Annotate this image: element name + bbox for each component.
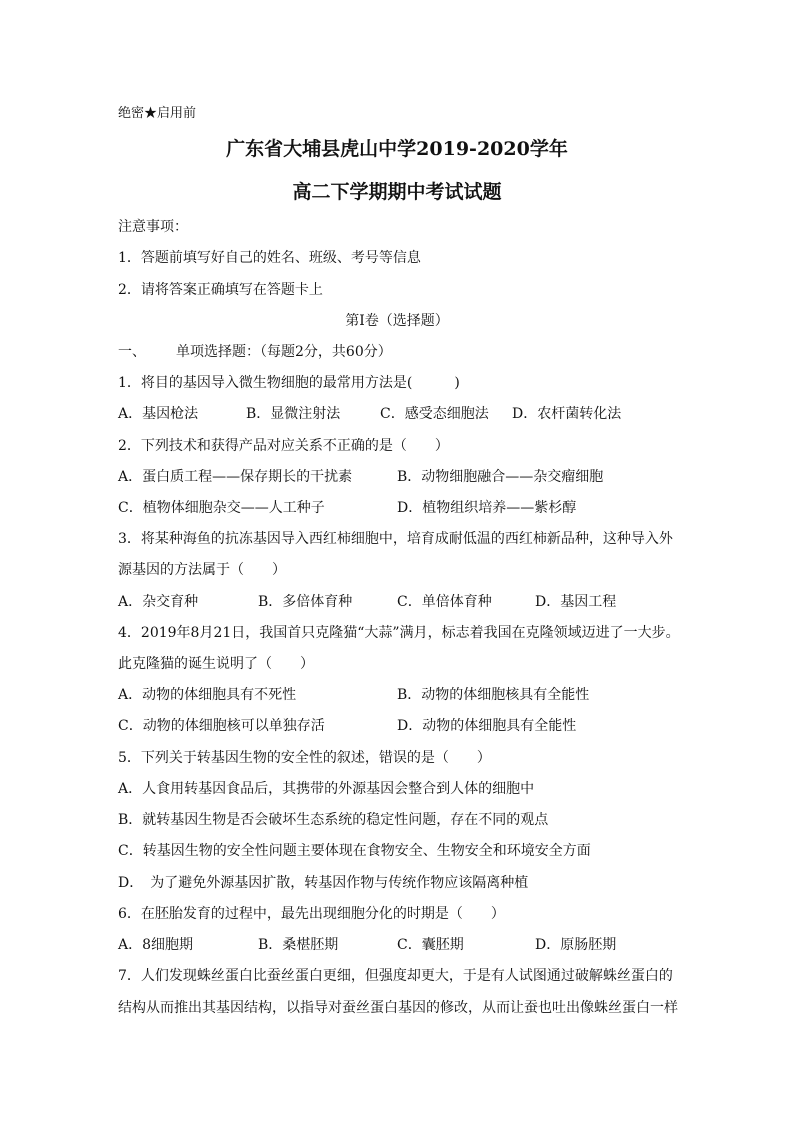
notes-item-2: 2．请将答案正确填写在答题卡上: [118, 282, 323, 298]
question-7-stem-line2: 结构从而推出其基因结构，以指导对蚕丝蛋白基因的修改，从而让蚕也吐出像蛛丝蛋白一样: [118, 1000, 678, 1016]
question-4-stem-line1: 4．2019年8月21日，我国首只克隆猫“大蒜”满月，标志着我国在克隆领域迈进了一大步。: [118, 625, 680, 641]
question-4-option-c: C．动物的体细胞核可以单独存活: [118, 718, 325, 734]
question-4-stem-line2: 此克隆猫的诞生说明了（ ）: [118, 656, 314, 672]
question-2-option-b: B．动物细胞融合——杂交瘤细胞: [397, 469, 604, 485]
question-3-option-a: A．杂交育种: [118, 594, 199, 610]
question-1-option-d: D．农杆菌转化法: [512, 406, 622, 422]
question-5-option-a: A．人食用转基因食品后，其携带的外源基因会整合到人体的细胞中: [118, 781, 535, 797]
question-3-option-d: D．基因工程: [535, 594, 617, 610]
question-5-option-d: D． 为了避免外源基因扩散，转基因作物与传统作物应该隔离种植: [118, 875, 529, 891]
notes-item-1: 1．答题前填写好自己的姓名、班级、考号等信息: [118, 250, 421, 266]
question-1-option-b: B．显微注射法: [246, 406, 341, 422]
question-2-stem: 2．下列技术和获得产品对应关系不正确的是（ ）: [118, 438, 449, 454]
confidential-label: 绝密★启用前: [118, 106, 197, 121]
question-1-stem: 1．将目的基因导入微生物细胞的最常用方法是( ): [118, 375, 460, 391]
question-3-stem-line1: 3．将某种海鱼的抗冻基因导入西红柿细胞中，培育成耐低温的西红柿新品种，这种导入外: [118, 531, 673, 547]
question-6-stem: 6．在胚胎发育的过程中，最先出现细胞分化的时期是（ ）: [118, 906, 505, 922]
question-5-stem: 5．下列关于转基因生物的安全性的叙述，错误的是（ ）: [118, 750, 491, 766]
question-6-option-d: D．原肠胚期: [535, 937, 617, 953]
exam-title-line1: 广东省大埔县虎山中学2019-2020学年: [226, 138, 568, 160]
part-number: 一、: [118, 344, 146, 360]
question-5-option-c: C．转基因生物的安全性问题主要体现在食物安全、生物安全和环境安全方面: [118, 843, 591, 859]
notes-heading: 注意事项：: [118, 219, 188, 235]
question-3-stem-line2: 源基因的方法属于（ ）: [118, 562, 286, 578]
question-4-option-a: A．动物的体细胞具有不死性: [118, 687, 297, 703]
exam-title-line2: 高二下学期期中考试试题: [292, 181, 502, 203]
question-1-option-c: C．感受态细胞法: [380, 406, 489, 422]
question-4-option-d: D．动物的体细胞具有全能性: [397, 718, 577, 734]
question-6-option-b: B．桑椹胚期: [258, 937, 339, 953]
question-2-option-d: D．植物组织培养——紫杉醇: [397, 500, 577, 516]
question-6-option-c: C．囊胚期: [397, 937, 464, 953]
question-4-option-b: B．动物的体细胞核具有全能性: [397, 687, 590, 703]
section-title: 第I卷（选择题）: [345, 313, 449, 329]
question-7-stem-line1: 7．人们发现蛛丝蛋白比蚕丝蛋白更细，但强度却更大，于是有人试图通过破解蛛丝蛋白的: [118, 968, 673, 984]
question-3-option-b: B．多倍体育种: [258, 594, 353, 610]
question-2-option-a: A．蛋白质工程——保存期长的干扰素: [118, 469, 353, 485]
part-title: 单项选择题：（每题2分，共60分）: [176, 344, 392, 360]
question-6-option-a: A．8细胞期: [118, 937, 194, 953]
question-2-option-c: C．植物体细胞杂交——人工种子: [118, 500, 325, 516]
question-5-option-b: B．就转基因生物是否会破坏生态系统的稳定性问题，存在不同的观点: [118, 812, 549, 828]
question-3-option-c: C．单倍体育种: [397, 594, 492, 610]
question-1-option-a: A．基因枪法: [118, 406, 199, 422]
